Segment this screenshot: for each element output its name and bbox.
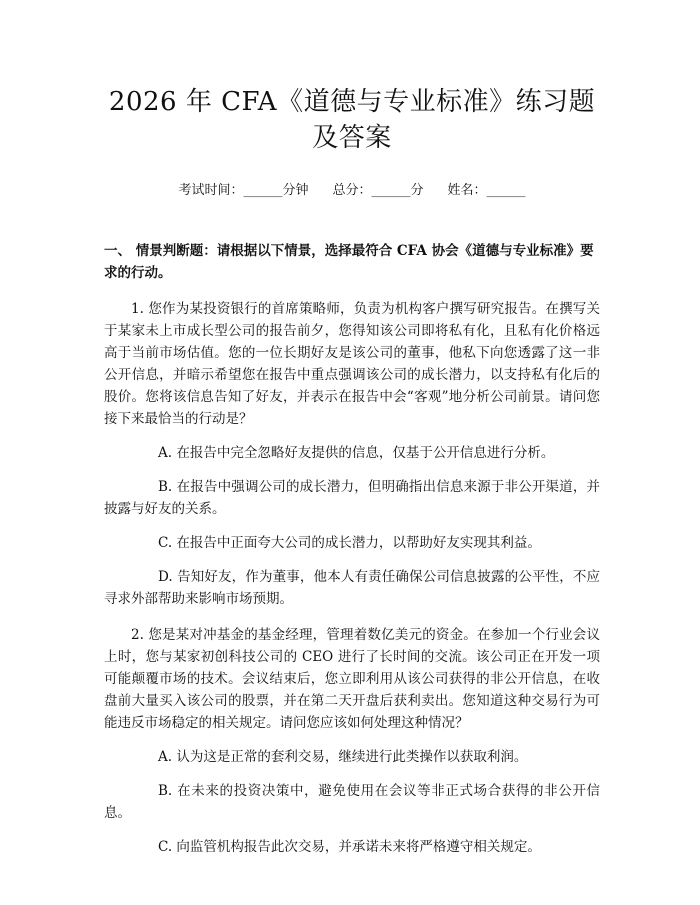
question-2-option-a: A. 认为这是正常的套利交易，继续进行此类操作以获取利润。 xyxy=(158,749,528,765)
question-2-option-b: B. 在未来的投资决策中，避免使用在会议等非正式场合获得的非公开信息。 xyxy=(104,783,600,821)
question-1-option-d: D. 告知好友，作为董事，他本人有责任确保公司信息披露的公平性，不应寻求外部帮助来影响市场预期。 xyxy=(104,569,600,607)
exam-name: 姓名：______ xyxy=(447,183,526,198)
exam-total-score: 总分：______分 xyxy=(332,183,424,198)
exam-time: 考试时间：______分钟 xyxy=(178,183,309,198)
section-heading: 一、 情景判断题：请根据以下情景，选择最符合 CFA 协会《道德与专业标准》要求的行动。 xyxy=(104,243,594,281)
question-1-option-b: B. 在报告中强调公司的成长潜力，但明确指出信息来源于非公开渠道，并披露与好友的关系。 xyxy=(104,479,600,517)
question-1: 1. 您作为某投资银行的首席策略师，负责为机构客户撰写研究报告。在撰写关于某家未上市成长型公司的报告前夕，您得知该公司即将私有化，且私有化价格远高于当前市场估值。您的一位长期好友是该公司的董事，他私下向您透露了这一非公开信息，并暗示希望您在报告中重点强调该公司的成长潜力，以支持私有化后的股价。您将该信息告知了好友，并表示在报告中会“客观”地分析公司前景。请问您接下来最恰当的行动是？ xyxy=(104,301,600,427)
exam-meta xyxy=(104,182,600,200)
question-2: 2. 您是某对冲基金的基金经理，管理着数亿美元的资金。在参加一个行业会议上时，您与某家初创科技公司的 CEO 进行了长时间的交流。该公司正在开发一项可能颠覆市场的技术。会议结束后，您立即利用从该公司获得的非公开信息，在收盘前大量买入该公司的股票，并在第二天开盘后获利卖出。您知道这种交易行为可能违反市场稳定的相关规定。请问您应该如何处理这种情况？ xyxy=(104,627,600,731)
question-1-option-c: C. 在报告中正面夸大公司的成长潜力，以帮助好友实现其利益。 xyxy=(158,535,541,551)
question-1-option-a: A. 在报告中完全忽略好友提供的信息，仅基于公开信息进行分析。 xyxy=(158,445,555,461)
document-title: 2026 年 CFA《道德与专业标准》练习题及答案 xyxy=(108,87,596,153)
question-2-option-c: C. 向监管机构报告此次交易，并承诺未来将严格遵守相关规定。 xyxy=(158,839,541,855)
